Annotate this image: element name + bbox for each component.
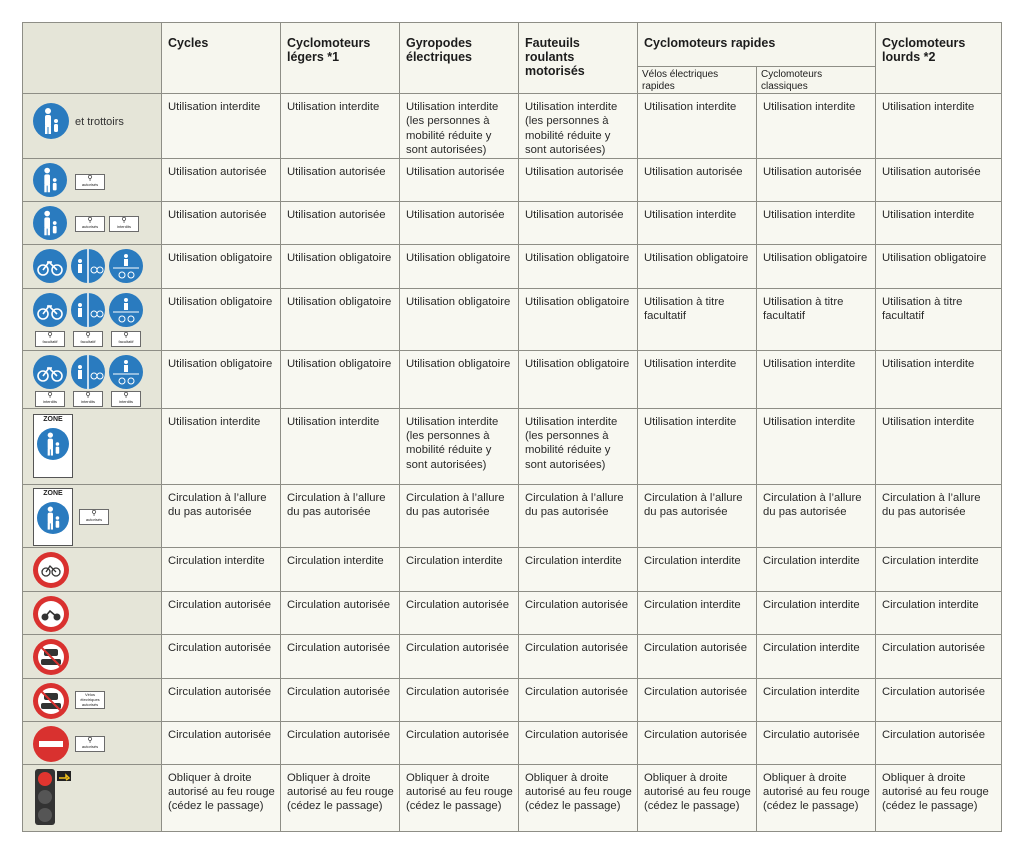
rule-cell: Circulation autorisée [876, 721, 1002, 764]
no-motor-vehicles-sign-icon [33, 639, 69, 675]
table-row [23, 159, 1002, 202]
rule-cell: Circulation interdite [162, 548, 281, 592]
sign-cell [23, 635, 162, 678]
mixed-path-sign-icon [109, 293, 143, 327]
rule-cell: Circulation interdite [281, 548, 400, 592]
rule-cell: Circulation autorisée [638, 678, 757, 721]
rule-cell: Utilisation obligatoire [162, 245, 281, 288]
no-mopeds-sign-icon [33, 596, 69, 632]
rule-cell: Circulation autorisée [162, 678, 281, 721]
header-cyclomoteurs-legers: Cyclomoteurs légers *1 [281, 23, 400, 94]
rule-cell: Utilisation autorisée [638, 159, 757, 202]
header-corner [23, 23, 162, 94]
rule-cell: Utilisation interdite [281, 94, 400, 159]
rule-cell: Circulation autorisée [281, 678, 400, 721]
rule-cell: Circulation autorisée [638, 721, 757, 764]
plate-label: autorisés [81, 224, 99, 230]
plate-interdits-icon: ⚲ interdits [109, 216, 139, 232]
pedestrian-sign-icon [33, 103, 69, 139]
mixed-path-sign-icon [109, 355, 143, 389]
rule-cell: Utilisation interdite (les personnes à mobilité réduite y sont autorisées) [519, 408, 638, 484]
table-row [23, 94, 1002, 159]
sign-cell [23, 548, 162, 592]
sign-cell [23, 245, 162, 288]
rule-cell: Circulation interdite [638, 592, 757, 635]
rule-cell: Utilisation autorisée [281, 202, 400, 245]
plate-label: interdits [42, 398, 57, 404]
sign-label-trottoirs: et trottoirs [75, 116, 124, 128]
rule-cell: Obliquer à droite autorisé au feu rouge (cédez le passage) [519, 764, 638, 831]
rule-cell: Obliquer à droite autorisé au feu rouge (cédez le passage) [281, 764, 400, 831]
rule-cell: Circulation autorisée [876, 678, 1002, 721]
traffic-light-icon [35, 769, 55, 825]
rule-cell: Circulation interdite [757, 635, 876, 678]
table-row [23, 485, 1002, 548]
sign-cell [23, 288, 162, 350]
table-row [23, 288, 1002, 350]
plate-label: interdits [80, 398, 95, 404]
bicycle-path-sign-icon [33, 249, 67, 283]
rule-cell: Circulation autorisée [162, 635, 281, 678]
rule-cell: Utilisation obligatoire [400, 288, 519, 350]
table-row [23, 764, 1002, 831]
rules-table-container [22, 22, 1001, 832]
rule-cell: Utilisation obligatoire [876, 245, 1002, 288]
table-row [23, 548, 1002, 592]
sign-cell [23, 721, 162, 764]
plate-label: Vélos électriques autorisés [80, 691, 100, 707]
rule-cell: Circulation autorisée [162, 721, 281, 764]
rule-cell: Utilisation à titre facultatif [638, 288, 757, 350]
pedestrian-zone-sign-icon [33, 488, 73, 546]
rule-cell: Utilisation obligatoire [281, 350, 400, 408]
rule-cell: Circulation autorisée [162, 592, 281, 635]
rule-cell: Utilisation obligatoire [757, 245, 876, 288]
rule-cell: Utilisation autorisée [519, 159, 638, 202]
zone-label: ZONE [43, 415, 63, 423]
shared-path-sign-icon [71, 249, 105, 283]
bicycle-path-sign-icon [33, 293, 67, 327]
plate-label: interdits [118, 398, 133, 404]
rule-cell: Utilisation obligatoire [281, 288, 400, 350]
rule-cell: Circulation interdite [757, 548, 876, 592]
plate-interdits-icon: ⚲ interdits [35, 391, 65, 407]
rule-cell: Circulation autorisée [519, 592, 638, 635]
table-row [23, 592, 1002, 635]
rule-cell: Utilisation autorisée [400, 202, 519, 245]
right-turn-arrow-icon [57, 771, 71, 781]
rule-cell: Utilisation autorisée [757, 159, 876, 202]
table-row [23, 635, 1002, 678]
header-cyclomoteurs-lourds: Cyclomoteurs lourds *2 [876, 23, 1002, 94]
pedestrian-zone-sign-icon [33, 414, 73, 478]
rule-cell: Utilisation obligatoire [519, 350, 638, 408]
rule-cell: Circulation autorisée [519, 721, 638, 764]
rule-cell: Circulation autorisée [281, 721, 400, 764]
rule-cell: Utilisation obligatoire [162, 350, 281, 408]
pedestrian-sign-icon [33, 163, 67, 197]
plate-autorises-icon: ⚲ autorisés [75, 174, 105, 190]
rule-cell: Circulation interdite [638, 548, 757, 592]
table-row [23, 408, 1002, 484]
plate-interdits-icon: ⚲ interdits [73, 391, 103, 407]
rule-cell: Utilisation interdite [757, 202, 876, 245]
rule-cell: Circulation autorisée [281, 592, 400, 635]
plate-label: facultatif [80, 338, 96, 344]
rule-cell: Circulation à l’allure du pas autorisée [638, 485, 757, 548]
rule-cell: Obliquer à droite autorisé au feu rouge (cédez le passage) [400, 764, 519, 831]
sign-cell [23, 678, 162, 721]
table-row [23, 721, 1002, 764]
header-cyclomoteurs-classiques: Cyclomoteurs classiques [757, 67, 876, 94]
rule-cell: Circulation autorisée [400, 635, 519, 678]
rule-cell: Obliquer à droite autorisé au feu rouge (cédez le passage) [757, 764, 876, 831]
rule-cell: Utilisation interdite [757, 408, 876, 484]
rule-cell: Utilisation obligatoire [400, 245, 519, 288]
rule-cell: Utilisation autorisée [162, 202, 281, 245]
sign-cell [23, 159, 162, 202]
plate-label: autorisés [81, 743, 99, 749]
rule-cell: Utilisation obligatoire [519, 288, 638, 350]
rule-cell: Circulation interdite [757, 678, 876, 721]
rule-cell: Utilisation interdite [638, 350, 757, 408]
shared-path-sign-icon [71, 355, 105, 389]
no-motor-vehicles-sign-icon [33, 683, 69, 719]
rule-cell: Circulation à l’allure du pas autorisée [400, 485, 519, 548]
rule-cell: Utilisation obligatoire [400, 350, 519, 408]
plate-facultatif-icon: ⚲ facultatif [73, 331, 103, 347]
sign-cell [23, 94, 162, 159]
no-entry-sign-icon [33, 726, 69, 762]
header-cycles: Cycles [162, 23, 281, 94]
plate-label: facultatif [42, 338, 58, 344]
rule-cell: Circulation autorisée [638, 635, 757, 678]
rule-cell: Circulation autorisée [876, 635, 1002, 678]
no-bicycles-sign-icon [33, 552, 69, 588]
rule-cell: Circulation autorisée [281, 635, 400, 678]
rule-cell: Circulation interdite [519, 548, 638, 592]
rule-cell: Utilisation interdite [638, 202, 757, 245]
rule-cell: Circulation autorisée [400, 721, 519, 764]
rule-cell: Obliquer à droite autorisé au feu rouge (cédez le passage) [638, 764, 757, 831]
rule-cell: Circulation à l’allure du pas autorisée [519, 485, 638, 548]
rule-cell: Circulation autorisée [400, 592, 519, 635]
rule-cell: Circulation interdite [757, 592, 876, 635]
sign-cell [23, 408, 162, 484]
sign-cell [23, 485, 162, 548]
sign-cell [23, 202, 162, 245]
rule-cell: Circulation autorisée [519, 678, 638, 721]
bicycle-path-sign-icon [33, 355, 67, 389]
header-gyropodes: Gyropodes électriques [400, 23, 519, 94]
mixed-path-sign-icon [109, 249, 143, 283]
rule-cell: Utilisation interdite [876, 202, 1002, 245]
sign-cell [23, 592, 162, 635]
table-row [23, 245, 1002, 288]
rule-cell: Obliquer à droite autorisé au feu rouge (cédez le passage) [876, 764, 1002, 831]
plate-label: interdits [116, 224, 131, 230]
rule-cell: Circulation autorisée [400, 678, 519, 721]
rule-cell: Utilisation interdite [757, 94, 876, 159]
shared-path-sign-icon [71, 293, 105, 327]
plate-autorises-icon: ⚲ autorisés [75, 216, 105, 232]
rule-cell: Utilisation interdite (les personnes à mobilité réduite y sont autorisées) [400, 408, 519, 484]
rule-cell: Circulation à l’allure du pas autorisée [757, 485, 876, 548]
sign-cell [23, 350, 162, 408]
rule-cell: Utilisation interdite [162, 408, 281, 484]
rule-cell: Utilisation à titre facultatif [876, 288, 1002, 350]
rule-cell: Obliquer à droite autorisé au feu rouge (cédez le passage) [162, 764, 281, 831]
table-row [23, 350, 1002, 408]
rule-cell: Utilisation autorisée [162, 159, 281, 202]
rule-cell: Circulation interdite [876, 592, 1002, 635]
header-velos-electriques-rapides: Vélos électriques rapides [638, 67, 757, 94]
plate-facultatif-icon: ⚲ facultatif [35, 331, 65, 347]
rule-cell: Utilisation interdite [638, 94, 757, 159]
rule-cell: Circulation à l’allure du pas autorisée [281, 485, 400, 548]
rule-cell: Utilisation interdite [876, 94, 1002, 159]
rule-cell: Circulation autorisée [519, 635, 638, 678]
rules-table [22, 22, 1002, 832]
rule-cell: Circulation à l’allure du pas autorisée [162, 485, 281, 548]
rule-cell: Utilisation interdite (les personnes à mobilité réduite y sont autorisées) [400, 94, 519, 159]
rule-cell: Utilisation interdite [638, 408, 757, 484]
pedestrian-sign-icon [33, 206, 67, 240]
rule-cell: Utilisation interdite [281, 408, 400, 484]
plate-autorises-icon: ⚲ autorisés [79, 509, 109, 525]
table-row [23, 202, 1002, 245]
plate-label: facultatif [118, 338, 134, 344]
plate-label: autorisés [81, 182, 99, 188]
zone-label: ZONE [43, 490, 63, 498]
rule-cell: Utilisation obligatoire [162, 288, 281, 350]
rule-cell: Utilisation obligatoire [519, 245, 638, 288]
rule-cell: Utilisation à titre facultatif [757, 288, 876, 350]
rule-cell: Circulation interdite [876, 548, 1002, 592]
rule-cell: Utilisation autorisée [876, 159, 1002, 202]
rule-cell: Utilisation obligatoire [638, 245, 757, 288]
rule-cell: Utilisation interdite (les personnes à mobilité réduite y sont autorisées) [519, 94, 638, 159]
rule-cell: Utilisation interdite [876, 350, 1002, 408]
rule-cell: Circulatio autorisée [757, 721, 876, 764]
rule-cell: Circulation à l’allure du pas autorisée [876, 485, 1002, 548]
header-fauteuils: Fauteuils roulants motorisés [519, 23, 638, 94]
rule-cell: Utilisation autorisée [519, 202, 638, 245]
rule-cell: Utilisation interdite [757, 350, 876, 408]
header-cyclomoteurs-rapides: Cyclomoteurs rapides [638, 23, 876, 67]
plate-interdits-icon: ⚲ interdits [111, 391, 141, 407]
rule-cell: Utilisation autorisée [281, 159, 400, 202]
plate-velos-electriques-icon [75, 691, 105, 709]
rule-cell: Utilisation autorisée [400, 159, 519, 202]
rule-cell: Utilisation interdite [162, 94, 281, 159]
plate-label: autorisés [85, 517, 103, 523]
plate-autorises-icon: ⚲ autorisés [75, 736, 105, 752]
table-row [23, 678, 1002, 721]
rule-cell: Circulation interdite [400, 548, 519, 592]
rule-cell: Utilisation interdite [876, 408, 1002, 484]
sign-cell [23, 764, 162, 831]
rule-cell: Utilisation obligatoire [281, 245, 400, 288]
plate-facultatif-icon: ⚲ facultatif [111, 331, 141, 347]
